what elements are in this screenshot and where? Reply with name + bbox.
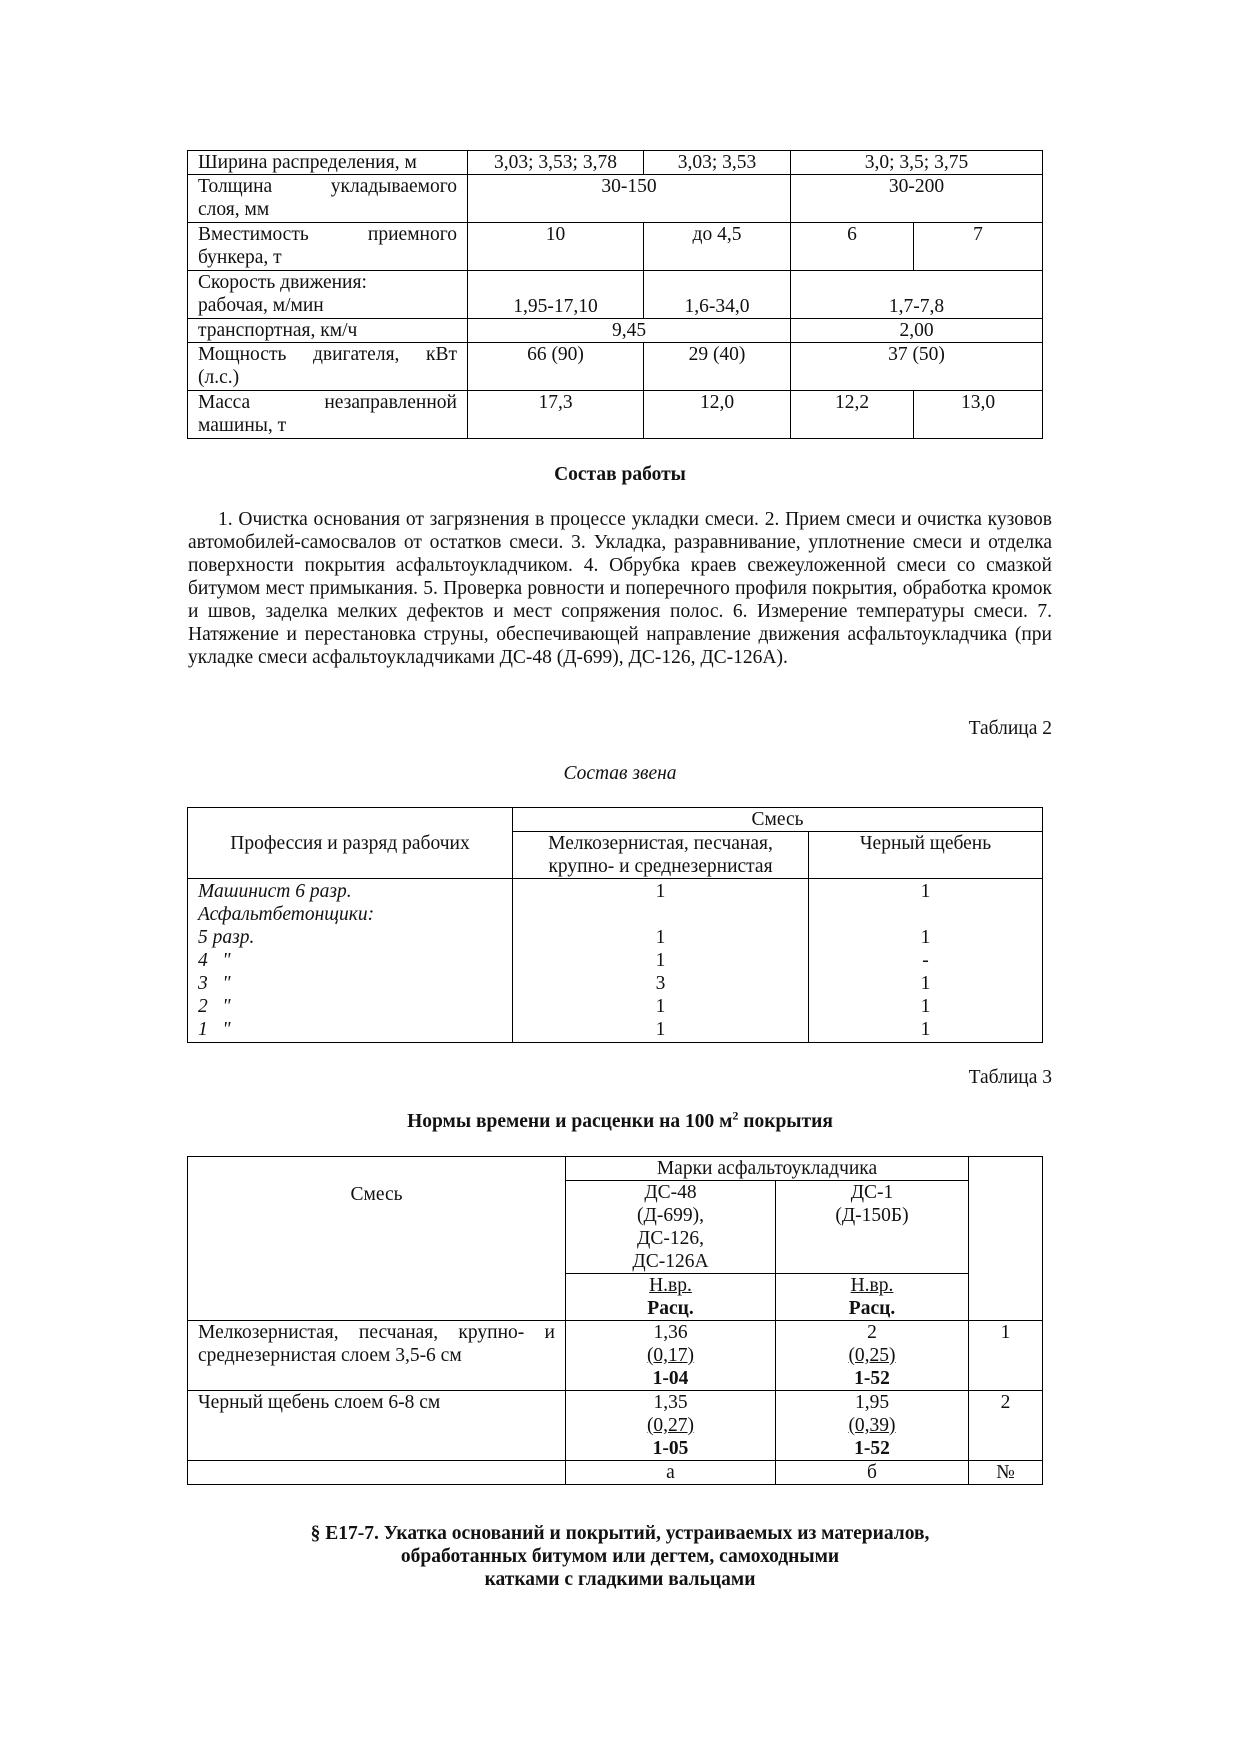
table-header: Профессия и разряд рабочих — [188, 808, 513, 879]
table-title: Нормы времени и расценки на 100 $м^2$ покрытия — [407, 1108, 833, 1132]
table-header: Смесь — [513, 808, 1043, 832]
table-row — [188, 391, 1043, 439]
table-cell: 12,0 — [644, 391, 791, 439]
table-cell: Скорость движения: рабочая, м/мин — [188, 271, 468, 319]
table-label: Таблица 3 — [968, 1067, 1052, 1088]
table-header: Марки асфальтоукладчика — [566, 1157, 969, 1181]
table-row — [188, 343, 1043, 391]
table-row — [188, 1321, 1043, 1391]
specs-table — [187, 150, 1043, 439]
table-cell: Ширина распределения, м — [188, 151, 468, 175]
table-cell: 2 — [969, 1391, 1043, 1461]
table-cell: 1 — [969, 1321, 1043, 1391]
table-cell: 13,0 — [914, 391, 1043, 439]
table-header: Мелкозернистая, песчаная, крупно- и среднезернистая — [513, 832, 809, 879]
table-header: Смесь — [188, 1157, 566, 1321]
table-label: Таблица 2 — [968, 718, 1052, 739]
table-cell: Мощность двигателя, кВт (л.с.) — [188, 343, 468, 391]
table-row — [188, 223, 1043, 271]
table-header — [969, 1157, 1043, 1321]
section-heading: Состав работы — [554, 464, 686, 485]
table-cell: 3,03; 3,53; 3,78 — [468, 151, 644, 175]
table-cell: 9,45 — [468, 319, 791, 343]
table-cell: до 4,5 — [644, 223, 791, 271]
table-cell: 30-150 — [468, 175, 791, 223]
table-cell — [188, 1461, 566, 1485]
table-row — [188, 1391, 1043, 1461]
table-cell: 66 (90) — [468, 343, 644, 391]
work-composition-text: 1. Очистка основания от загрязнения в процессе укладки смеси. 2. Прием смеси и очистка кузовов автомобилей-самосвалов от остатков смеси. 3. Укладка, разравнивание, уплотнение смеси и отделка поверхности покрытия асфальтоукладчиком. 4. Обрубка краев свежеуложенной смеси со смазкой битумом мест примыкания. 5. Проверка ровности и поперечного профиля покрытия, обработка кромок и швов, заделка мелких дефектов и мест сопряжения полос. 6. Измерение температуры смеси. 7. Натяжение и перестановка струны, обеспечивающей направление движения асфальтоукладчика (при укладке смеси асфальтоукладчиками ДС-48 (Д-699), ДС-126, ДС-126А). — [188, 509, 1052, 668]
section-heading: § Е17-7. Укатка оснований и покрытий, устраиваемых из материалов, обработанных битумом или дегтем, самоходными катками с гладкими вальцами — [310, 1523, 930, 1590]
table-cell: 12,2 — [791, 391, 914, 439]
table-header: Н.вр. Расц. — [566, 1274, 776, 1321]
table-cell: 1,95-17,10 — [468, 271, 644, 319]
table-header: Н.вр. Расц. — [776, 1274, 969, 1321]
table-cell: 30-200 — [791, 175, 1043, 223]
table-cell: 37 (50) — [791, 343, 1043, 391]
table-cell: транспортная, км/ч — [188, 319, 468, 343]
table-cell: 3,03; 3,53 — [644, 151, 791, 175]
table-header: ДС-1 (Д-150Б) — [776, 1181, 969, 1274]
table-row — [188, 879, 1043, 1043]
table-cell: Мелкозернистая, песчаная, крупно- и среднезернистая слоем 3,5-6 см — [188, 1321, 566, 1391]
table-cell: 2,00 — [791, 319, 1043, 343]
table-cell: 17,3 — [468, 391, 644, 439]
norms-table — [187, 1156, 1043, 1485]
table-cell: 1,36 (0,17) 1-04 — [566, 1321, 776, 1391]
table-cell: Толщина укладываемого слоя, мм — [188, 175, 468, 223]
table-header: Черный щебень — [809, 832, 1043, 879]
table-cell: 10 — [468, 223, 644, 271]
table-cell: 7 — [914, 223, 1043, 271]
table-cell: 1,95 (0,39) 1-52 — [776, 1391, 969, 1461]
table-cell: 1 1 - 1 1 1 — [809, 879, 1043, 1043]
table-cell: 1,35 (0,27) 1-05 — [566, 1391, 776, 1461]
table-cell: Вместимость приемного бункера, т — [188, 223, 468, 271]
table-caption: Состав звена — [563, 763, 677, 784]
table-row — [188, 271, 1043, 319]
table-row — [188, 175, 1043, 223]
table-cell: 1,7-7,8 — [791, 271, 1043, 319]
table-cell: Масса незаправленной машины, т — [188, 391, 468, 439]
table-header: ДС-48 (Д-699), ДС-126, ДС-126А — [566, 1181, 776, 1274]
table-cell: Черный щебень слоем 6-8 см — [188, 1391, 566, 1461]
table-cell: 1 1 1 3 1 1 — [513, 879, 809, 1043]
table-cell: Машинист 6 разр. Асфальтбетонщики: 5 разр. 4 " 3 " 2 " 1 " — [188, 879, 513, 1043]
table-cell: б — [776, 1461, 969, 1485]
table-row — [188, 808, 1043, 832]
table-cell: № — [969, 1461, 1043, 1485]
table-cell: 29 (40) — [644, 343, 791, 391]
table-row — [188, 1461, 1043, 1485]
table-cell: 3,0; 3,5; 3,75 — [791, 151, 1043, 175]
table-row — [188, 319, 1043, 343]
table-cell: а — [566, 1461, 776, 1485]
table-row — [188, 1157, 1043, 1181]
table-cell: 6 — [791, 223, 914, 271]
table-cell: 2 (0,25) 1-52 — [776, 1321, 969, 1391]
table-row — [188, 151, 1043, 175]
table-cell: 1,6-34,0 — [644, 271, 791, 319]
crew-table — [187, 807, 1043, 1043]
